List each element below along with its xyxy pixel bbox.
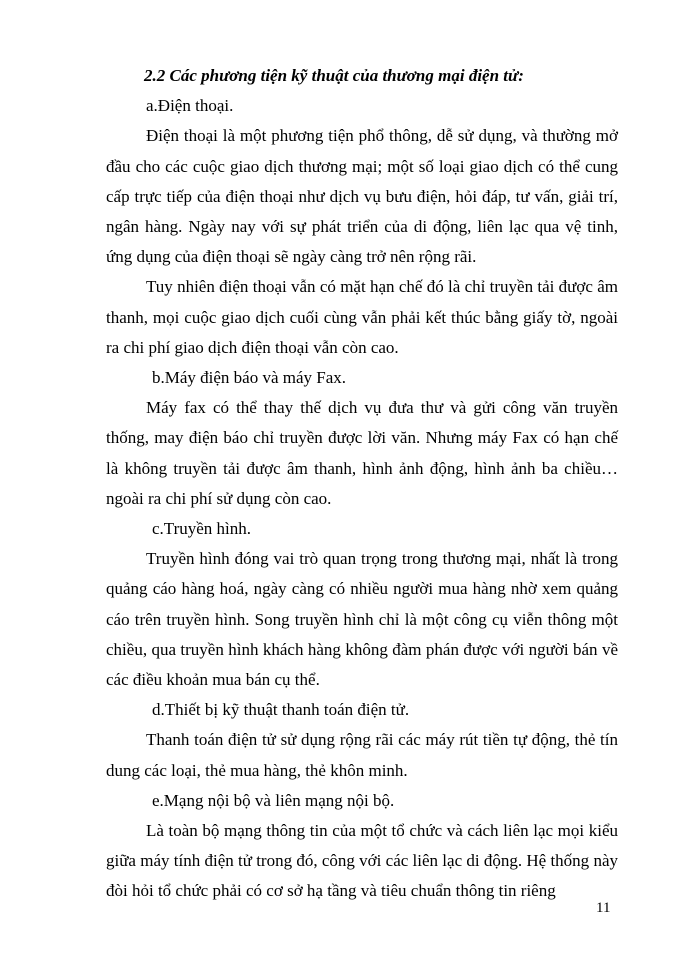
paragraph-fax: Máy fax có thể thay thế dịch vụ đưa thư và gửi công văn truyền thống, may điện báo chỉ truyền được lời văn. Nhưng máy Fax có hạn chế là không truyền tải được âm thanh, hình ảnh động, hình ảnh ba chiều… ngoài ra chi phí sử dụng còn cao.: [106, 398, 618, 508]
paragraph-phone-intro: Điện thoại là một phương tiện phổ thông, dễ sử dụng, và thường mở đầu cho các cuộc giao dịch thương mại; một số loại giao dịch có thể cung cấp trực tiếp của điện thoại như dịch vụ bưu điện, hỏi đáp, tư vấn, giải trí, ngân hàng. Ngày nay với sự phát triển của di động, liên lạc qua vệ tinh, ứng dụng của điện thoại sẽ ngày càng trở nên rộng rãi.: [106, 126, 618, 267]
paragraph-intranet: Là toàn bộ mạng thông tin của một tổ chức và cách liên lạc mọi kiểu giữa máy tính điện tử trong đó, công với các liên lạc di động. Hệ thống này đòi hỏi tổ chức phải có cơ sở hạ tầng và tiêu chuẩn thông tin riêng: [106, 821, 618, 901]
paragraph-television: Truyền hình đóng vai trò quan trọng trong thương mại, nhất là trong quảng cáo hàng hoá, ngày càng có nhiều người mua hàng nhờ xem quảng cáo trên truyền hình. Song truyền hình chỉ là một công cụ viễn thông một chiều, qua truyền hình khách hàng không đàm phán được với người bán về các điều khoản mua bán cụ thể.: [106, 549, 618, 690]
subsection-title-payment: d.Thiết bị kỹ thuật thanh toán điện tử.: [152, 700, 410, 720]
page-body: [106, 61, 618, 907]
page-number: 11: [596, 900, 611, 916]
subsection-title-intranet: e.Mạng nội bộ và liên mạng nội bộ.: [152, 790, 395, 810]
subsection-title-phone: a.Điện thoại.: [146, 96, 234, 116]
paragraph-payment: Thanh toán điện tử sử dụng rộng rãi các máy rút tiền tự động, thẻ tín dung các loại, thẻ mua hàng, thẻ khôn minh.: [106, 730, 618, 780]
section-heading: 2.2 Các phương tiện kỹ thuật của thương mại điện tử:: [144, 66, 524, 85]
subsection-title-fax: b.Máy điện báo và máy Fax.: [152, 368, 347, 388]
subsection-title-television: c.Truyền hình.: [152, 519, 252, 539]
paragraph-phone-limits: Tuy nhiên điện thoại vẫn có mặt hạn chế đó là chỉ truyền tải được âm thanh, mọi cuộc giao dịch cuối cùng vẫn phải kết thúc bằng giấy tờ, ngoài ra chi phí giao dịch điện thoại vẫn còn cao.: [106, 277, 618, 357]
